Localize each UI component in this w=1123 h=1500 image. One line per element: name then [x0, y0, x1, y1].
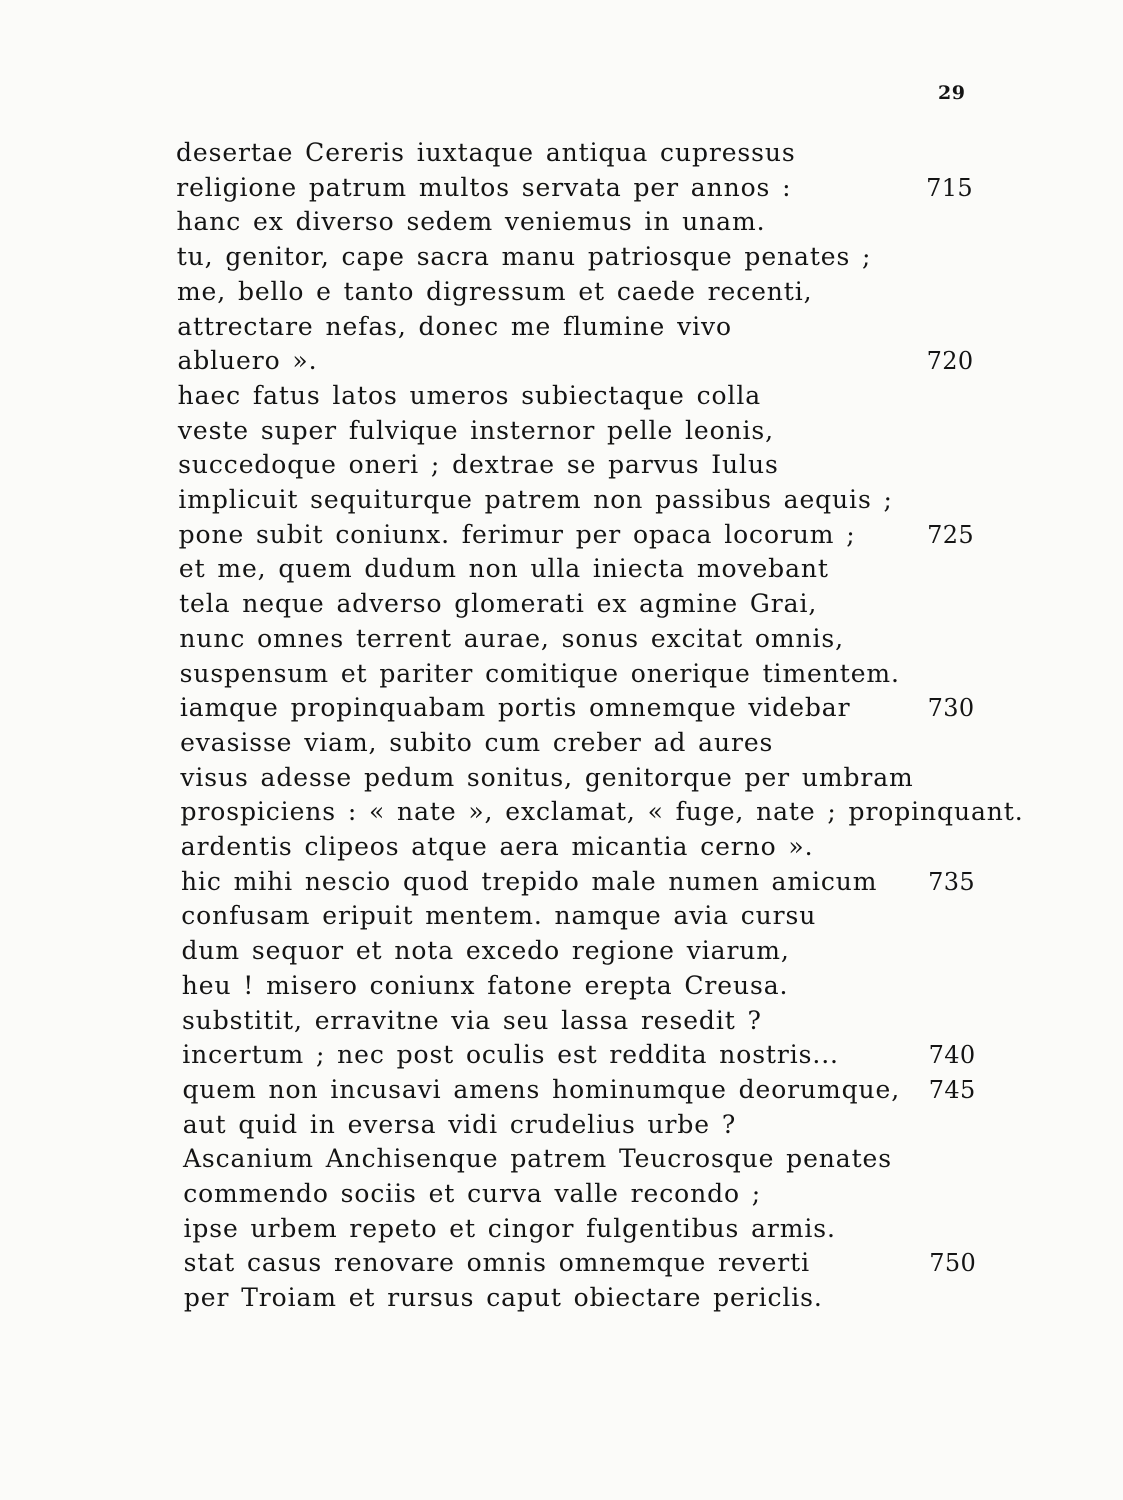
verse-line	[0, 1108, 1123, 1142]
verse-text: pone subit coniunx. ferimur per opaca locorum ;	[178, 519, 856, 549]
verse-text: religione patrum multos servata per annos :	[176, 172, 792, 202]
verse-text: visus adesse pedum sonitus, genitorque per umbram	[180, 762, 914, 792]
verse-text: dum sequor et nota excedo regione viarum,	[181, 936, 790, 966]
verse-line	[0, 1142, 1123, 1176]
verse-line	[0, 622, 1123, 656]
verse-text: confusam eripuit mentem. namque avia cursu	[181, 901, 817, 931]
verse-text: commendo sociis et curva valle recondo ;	[183, 1179, 762, 1208]
verse-line	[0, 830, 1123, 864]
verse-line	[0, 171, 1123, 205]
line-number: 725	[927, 520, 975, 549]
verse-line	[0, 344, 1123, 378]
verse-text: iamque propinquabam portis omnemque videbar	[179, 693, 851, 723]
page-number: 29	[938, 82, 966, 104]
verse-text: desertae Cereris iuxtaque antiqua cupressus	[176, 138, 796, 167]
verse-text: haec fatus latos umeros subiectaque colla	[177, 380, 762, 410]
verse-text: hanc ex diverso sedem veniemus in unam.	[176, 207, 766, 237]
verse-line	[0, 587, 1123, 621]
verse-line	[0, 275, 1123, 309]
verse-line	[0, 1246, 1123, 1280]
verse-text: aut quid in eversa vidi crudelius urbe ?	[182, 1109, 737, 1139]
verse-line	[0, 136, 1123, 170]
verse-line	[0, 310, 1123, 344]
line-number: 745	[928, 1075, 976, 1104]
verse-line	[0, 899, 1123, 933]
verse-line	[0, 1004, 1123, 1038]
verse-text: succedoque oneri ; dextrae se parvus Iulus	[178, 450, 779, 480]
verse-text: tela neque adverso glomerati ex agmine Grai,	[179, 589, 818, 619]
verse-text: per Troiam et rursus caput obiectare periclis.	[183, 1283, 823, 1313]
line-number: 740	[928, 1041, 976, 1070]
verse-text: ipse urbem repeto et cingor fulgentibus armis.	[183, 1213, 836, 1243]
line-number: 750	[929, 1249, 977, 1278]
verse-line	[0, 483, 1123, 517]
verse-line	[0, 865, 1123, 899]
line-number: 720	[926, 347, 974, 376]
verse-line	[0, 1281, 1123, 1315]
verse-text: abluero ».	[177, 346, 318, 376]
verse-line	[0, 448, 1123, 482]
verse-text: et me, quem dudum non ulla iniecta movebant	[178, 554, 829, 584]
verse-line	[0, 795, 1123, 829]
line-number: 715	[926, 173, 974, 202]
verse-line	[0, 934, 1123, 968]
verse-text: ardentis clipeos atque aera micantia cerno ».	[180, 832, 814, 861]
verse-text: tu, genitor, cape sacra manu patriosque penates ;	[176, 242, 872, 272]
line-number: 735	[928, 867, 976, 896]
verse-line	[0, 726, 1123, 760]
verse-text: heu ! misero coniunx fatone erepta Creusa.	[181, 970, 789, 1000]
verse-line	[0, 969, 1123, 1003]
verse-line	[0, 379, 1123, 413]
verse-line	[0, 657, 1123, 691]
verse-text: attrectare nefas, donec me flumine vivo	[177, 311, 732, 341]
verse-line	[0, 240, 1123, 274]
verse-text: prospiciens : « nate », exclamat, « fuge, nate ; propinquant.	[180, 797, 1024, 827]
verse-text: implicuit sequiturque patrem non passibus aequis ;	[178, 485, 893, 514]
verse-line	[0, 1212, 1123, 1246]
verse-line	[0, 1038, 1123, 1072]
verse-text: veste super fulvique insternor pelle leonis,	[177, 415, 774, 445]
verse-line	[0, 691, 1123, 725]
verse-line	[0, 761, 1123, 795]
verse-text: nunc omnes terrent aurae, sonus excitat omnis,	[179, 623, 844, 653]
verse-line	[0, 1073, 1123, 1107]
verse-text: hic mihi nescio quod trepido male numen amicum	[181, 866, 878, 896]
verse-text: quem non incusavi amens hominumque deorumque,	[182, 1074, 901, 1104]
verse-text: substitit, erravitne via seu lassa resedit ?	[182, 1005, 762, 1035]
verse-text: suspensum et pariter comitique onerique timentem.	[179, 658, 900, 688]
verse-line	[0, 414, 1123, 448]
verse-text: incertum ; nec post oculis est reddita nostris...	[182, 1040, 839, 1070]
verse-line	[0, 205, 1123, 239]
verse-line	[0, 552, 1123, 586]
verse-line	[0, 1177, 1123, 1211]
verse-text: me, bello e tanto digressum et caede recenti,	[176, 276, 813, 306]
verse-text: Ascanium Anchisenque patrem Teucrosque penates	[182, 1144, 892, 1174]
line-number: 730	[927, 694, 975, 723]
verse-text: evasisse viam, subito cum creber ad aures	[180, 727, 774, 757]
verse-line	[0, 518, 1123, 552]
verse-text: stat casus renovare omnis omnemque reverti	[183, 1248, 810, 1278]
